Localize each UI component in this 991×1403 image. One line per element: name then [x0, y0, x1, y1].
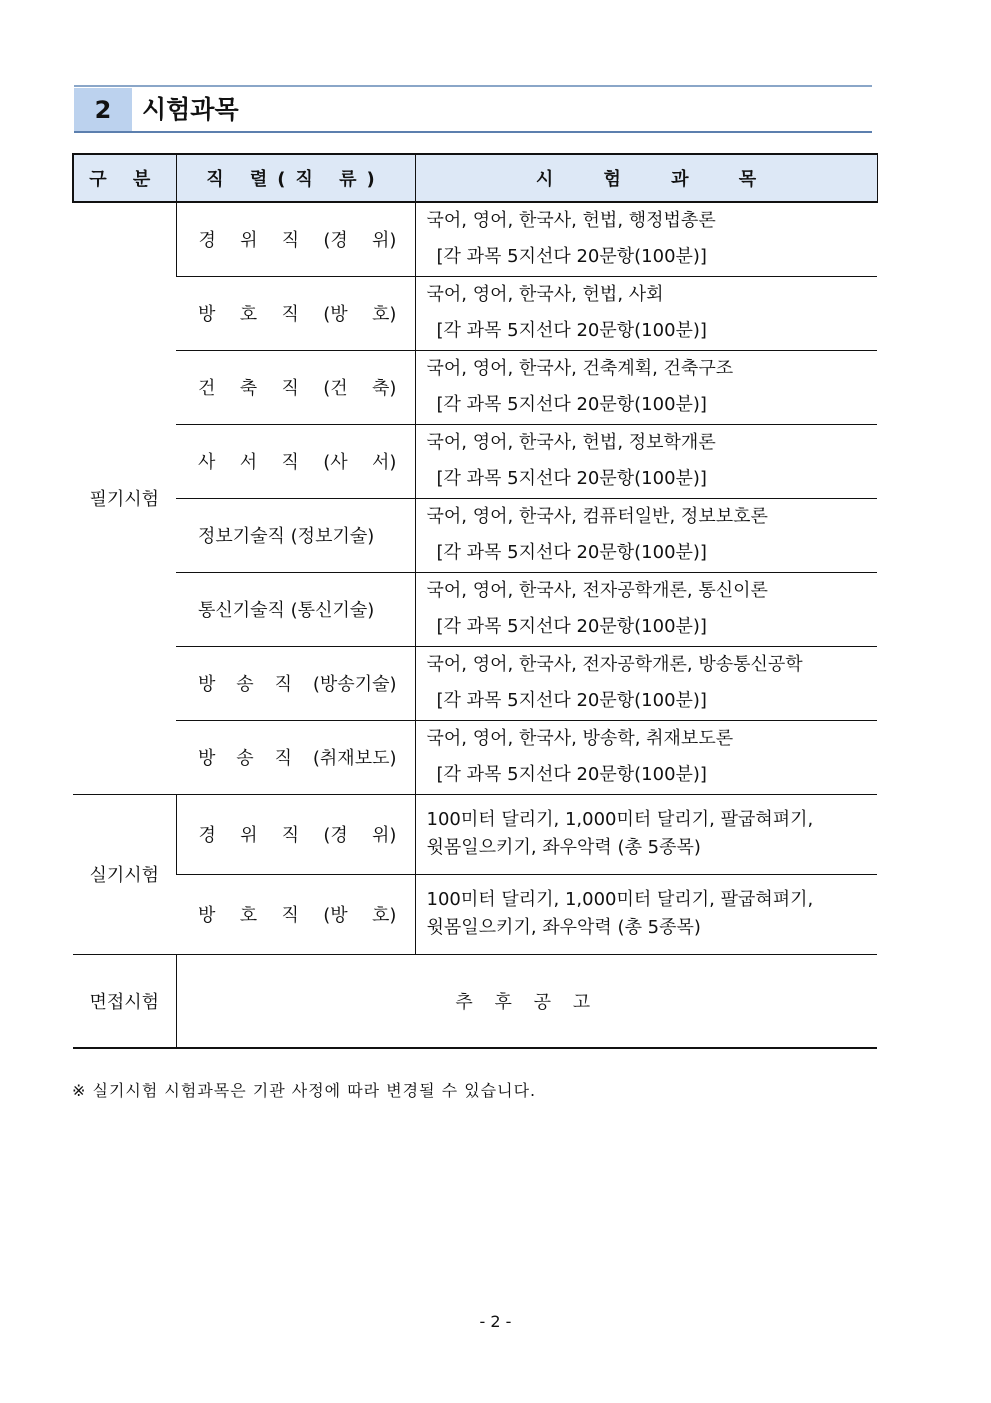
position-cell: 방 호 직 (방 호)	[176, 276, 415, 350]
subjects-cell: 국어, 영어, 한국사, 헌법, 정보학개론 [각 과목 5지선다 20문항(100분)]	[415, 424, 877, 498]
table-row	[73, 350, 877, 424]
section-bottom-rule	[74, 131, 872, 133]
position-cell: 건 축 직 (건 축)	[176, 350, 415, 424]
position-cell: 경 위 직 (경 위)	[176, 794, 415, 874]
table-row	[73, 646, 877, 720]
position-cell: 경 위 직 (경 위)	[176, 202, 415, 276]
category-practical: 실기시험	[73, 794, 176, 954]
position-cell: 방 호 직 (방 호)	[176, 874, 415, 954]
category-written: 필기시험	[73, 202, 176, 794]
section-header	[74, 85, 872, 134]
position-cell: 방 송 직 (취재보도)	[176, 720, 415, 794]
position-cell: 정보기술직 (정보기술)	[176, 498, 415, 572]
table-row	[73, 720, 877, 794]
subjects-cell: 100미터 달리기, 1,000미터 달리기, 팔굽혀펴기, 윗몸일으키기, 좌우악력 (총 5종목)	[415, 874, 877, 954]
table-row	[73, 498, 877, 572]
section-top-rule	[74, 85, 872, 87]
table-row	[73, 202, 877, 276]
table-row	[73, 794, 877, 874]
subjects-cell: 국어, 영어, 한국사, 전자공학개론, 방송통신공학 [각 과목 5지선다 20문항(100분)]	[415, 646, 877, 720]
subjects-cell: 100미터 달리기, 1,000미터 달리기, 팔굽혀펴기, 윗몸일으키기, 좌우악력 (총 5종목)	[415, 794, 877, 874]
table-row	[73, 874, 877, 954]
subjects-cell: 국어, 영어, 한국사, 방송학, 취재보도론 [각 과목 5지선다 20문항(100분)]	[415, 720, 877, 794]
subjects-cell: 국어, 영어, 한국사, 헌법, 사회 [각 과목 5지선다 20문항(100분)]	[415, 276, 877, 350]
subjects-cell: 국어, 영어, 한국사, 컴퓨터일반, 정보보호론 [각 과목 5지선다 20문항(100분)]	[415, 498, 877, 572]
section-title: 시험과목	[142, 95, 239, 124]
position-cell: 통신기술직 (통신기술)	[176, 572, 415, 646]
exam-subjects-table	[72, 153, 878, 1049]
table-row	[73, 276, 877, 350]
footnote: ※ 실기시험 시험과목은 기관 사정에 따라 변경될 수 있습니다.	[72, 1081, 537, 1100]
table-header-row	[73, 154, 877, 202]
section-number: 2	[74, 88, 132, 131]
table-row	[73, 424, 877, 498]
header-position: 직 렬(직 류)	[176, 154, 415, 202]
subjects-cell: 국어, 영어, 한국사, 건축계획, 건축구조 [각 과목 5지선다 20문항(100분)]	[415, 350, 877, 424]
table-row	[73, 572, 877, 646]
position-cell: 사 서 직 (사 서)	[176, 424, 415, 498]
header-category: 구 분	[73, 154, 176, 202]
category-interview: 면접시험	[73, 954, 176, 1048]
subjects-cell: 국어, 영어, 한국사, 헌법, 행정법총론 [각 과목 5지선다 20문항(100분)]	[415, 202, 877, 276]
header-subjects: 시 험 과 목	[415, 154, 877, 202]
subjects-cell: 국어, 영어, 한국사, 전자공학개론, 통신이론 [각 과목 5지선다 20문항(100분)]	[415, 572, 877, 646]
interview-pending-cell: 추 후 공 고	[176, 954, 877, 1048]
table-row	[73, 954, 877, 1048]
page-number: - 2 -	[479, 1312, 512, 1331]
position-cell: 방 송 직 (방송기술)	[176, 646, 415, 720]
